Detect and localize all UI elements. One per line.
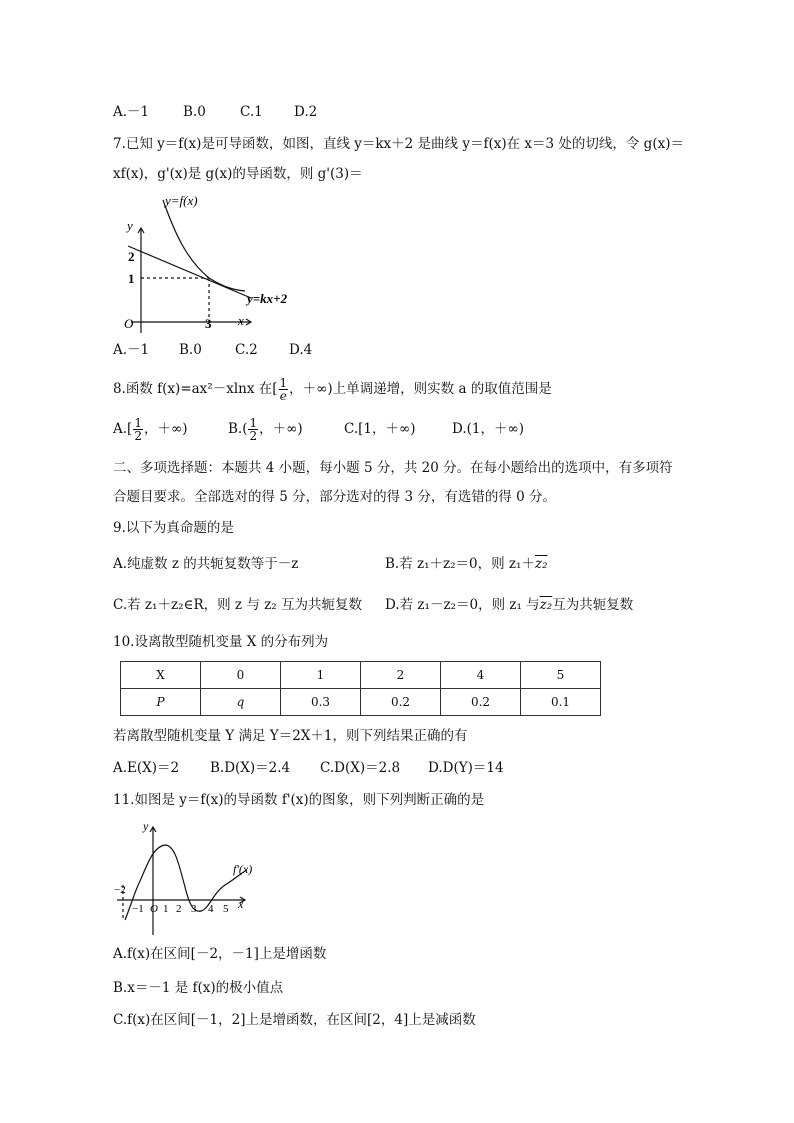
q8-frac-num: 1 [279,376,288,390]
q8-option-c: C.[1，＋∞) [344,421,416,437]
q7-option-d: D.4 [289,342,313,358]
q8-fraction [279,377,289,402]
table-cell: 0.2 [361,689,441,716]
q7-stem-line2: xf(x)，g'(x)是 g(x)的导函数，则 g'(3)＝ [113,166,363,182]
q9-stem: 9.以下为真命题的是 [113,520,234,536]
q10-stem: 10.设离散型随机变量 X 的分布列为 [113,634,329,650]
q9-option-b-conj: z₂ [534,556,548,572]
table-cell: 2 [361,662,441,689]
table-cell: q [201,689,281,716]
q10-option-c: C.D(X)＝2.8 [320,760,401,776]
q7-y-tick-1: 1 [128,271,135,286]
q9-options-ab [113,554,548,574]
section2-line2: 合题目要求。全部选对的得 5 分，部分选对的得 3 分，有选错的得 0 分。 [113,489,557,505]
q7-origin-label: O [124,316,134,331]
q9-option-d-tail: 互为共轭复数 [552,597,634,613]
q11-origin-label: O [150,903,158,915]
q8-option-a-suffix: ，＋∞) [143,421,188,437]
q8-option-b-num: 1 [249,416,258,430]
q10-option-a: A.E(X)＝2 [113,760,180,776]
q7-options [113,340,312,360]
q11-option-c: C.f(x)在区间[－1，2]上是增函数，在区间[2，4]上是减函数 [113,1012,476,1028]
q6-option-a: A.－1 [113,104,150,120]
q8-option-a-frac [133,417,143,442]
table-cell: X [121,662,201,689]
q9-option-b-text: B.若 z₁＋z₂＝0，则 z₁＋ [385,556,535,572]
table-cell: 0.3 [281,689,361,716]
q9-option-b [385,554,548,574]
q7-y-tick-2: 2 [128,249,135,264]
q8-stem-a: 8.函数 f(x)=ax²－xlnx 在[ [113,381,278,397]
q8-option-a-den: 2 [134,429,142,443]
q7-graph [113,188,293,336]
q11-x-tick-5: 5 [223,903,229,915]
q11-x-tick-1: 1 [163,903,169,915]
q7-y-label: y [127,218,133,233]
q9-options-cd [113,595,633,615]
q11-option-a: A.f(x)在区间[－2，－1]上是增函数 [113,946,327,962]
q8-option-b-frac [248,417,258,442]
q11-x-tick-neg1: −1 [132,903,144,915]
table-cell: 5 [521,662,601,689]
q8-option-a [113,414,228,444]
q8-stem-b: ，＋∞)上单调递增，则实数 a 的取值范围是 [289,381,552,397]
table-row [121,689,601,716]
q11-y-label: y [143,819,149,833]
q7-option-a: A.－1 [113,342,150,358]
q10-distribution-table [120,661,601,716]
q11-curve-label: f'(x) [233,862,253,876]
q9-option-c: C.若 z₁＋z₂∈R，则 z 与 z₂ 互为共轭复数 [113,597,362,613]
q8-option-b-den: 2 [249,429,258,443]
table-cell: 0.2 [441,689,521,716]
q8-option-a-prefix: A.[ [113,421,133,437]
q9-option-d-conj: z₂ [539,597,553,613]
table-cell: 0 [201,662,281,689]
q11-x-tick-4: 4 [208,903,214,915]
table-cell: 4 [441,662,521,689]
q7-option-c: C.2 [235,342,258,358]
q9-option-d-text: D.若 z₁－z₂＝0，则 z₁ 与 [385,597,540,613]
q6-option-c: C.1 [240,104,263,120]
q11-graph [113,815,273,937]
q8-options [113,414,524,444]
q8-option-b [228,414,344,444]
q11-x-tick-3: 3 [191,903,197,915]
q7-option-b: B.0 [179,342,202,358]
q9-option-a: A.纯虚数 z 的共轭复数等于－z [113,556,299,572]
q11-x-tick-neg2: −2 [114,884,126,896]
q7-x-label: x [238,313,244,328]
q6-option-d: D.2 [294,104,318,120]
q8-frac-den: e [279,389,287,403]
table-row [121,662,601,689]
q7-curve-label: y=f(x) [165,193,198,208]
q7-stem-line1: 7.已知 y＝f(x)是可导函数，如图，直线 y＝kx＋2 是曲线 y＝f(x)在 x＝3 处的切线，令 g(x)＝ [113,136,684,152]
q7-tangent-line [128,246,251,298]
q7-x-tick-3: 3 [205,316,212,331]
q6-option-b: B.0 [183,104,206,120]
q8-stem [113,374,552,404]
section2-line1: 二、多项选择题：本题共 4 小题，每小题 5 分，共 20 分。在每小题给出的选项中，有多项符 [113,460,673,476]
q7-curve-f [163,200,245,291]
q11-stem: 11.如图是 y＝f(x)的导函数 f'(x)的图象，则下列判断正确的是 [113,792,485,808]
q8-option-a-num: 1 [134,416,142,430]
q6-options [113,102,317,122]
q8-option-b-prefix: B.( [228,421,248,437]
q8-option-d: D.(1，＋∞) [452,421,525,437]
q11-option-b: B.x＝－1 是 f(x)的极小值点 [113,980,284,996]
q10-after: 若离散型随机变量 Y 满足 Y＝2X＋1，则下列结果正确的有 [113,728,468,744]
q7-line-label: y=kx+2 [247,291,288,306]
table-cell: 0.1 [521,689,601,716]
q10-option-b: B.D(X)＝2.4 [210,760,291,776]
q10-option-d: D.D(Y)＝14 [428,760,504,776]
table-cell: P [121,689,201,716]
q8-option-b-suffix: ，＋∞) [259,421,303,437]
q11-x-tick-2: 2 [176,903,182,915]
table-cell: 1 [281,662,361,689]
q9-option-d [385,595,633,615]
q11-x-label: x [238,897,244,911]
q10-options [113,758,504,778]
